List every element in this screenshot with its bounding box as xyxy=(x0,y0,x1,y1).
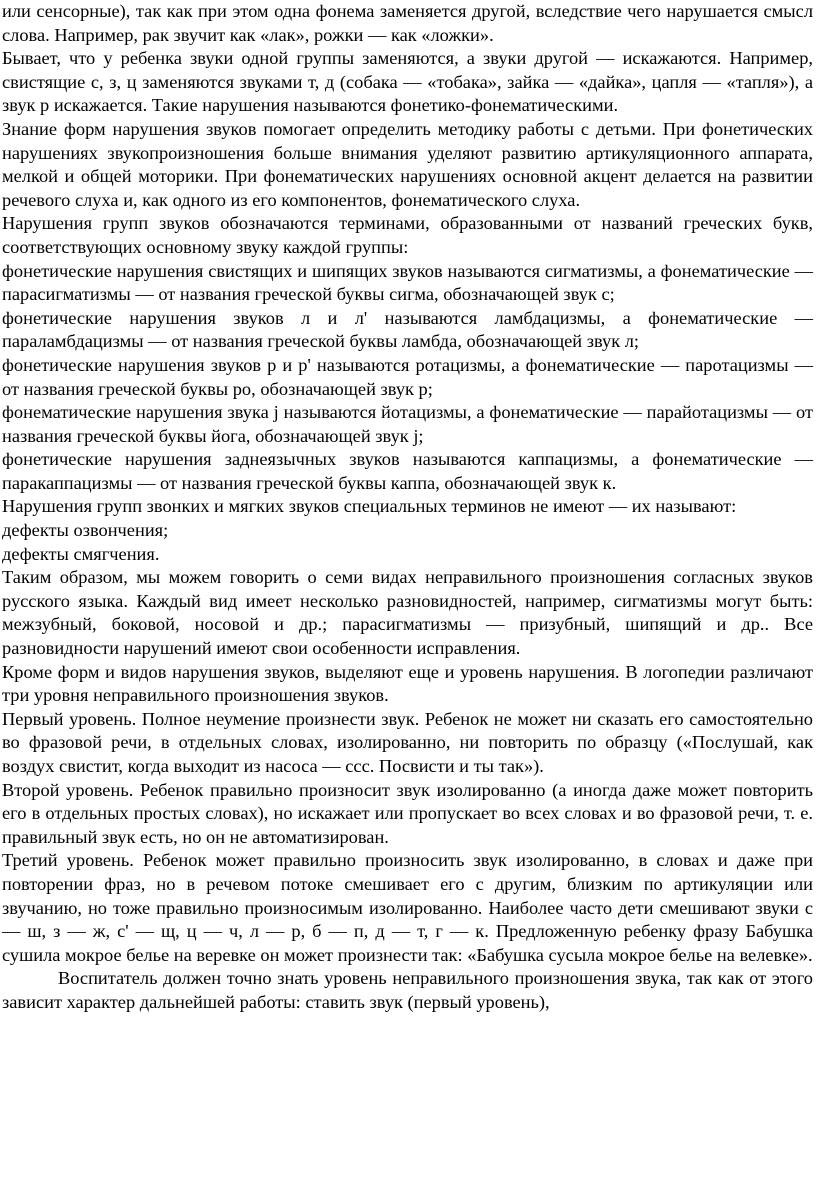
paragraph-intro-continuation: или сенсорные), так как при этом одна фонема заменяется другой, вследствие чего нарушается смысл слова. Например, рак звучит как «лак», рожки — как «ложки». xyxy=(2,1,813,45)
list-item-lambdacism: фонетические нарушения звуков л и л' называются ламбдацизмы, а фонематические — параламбдацизмы — от названия греческой буквы ламбда, обозначающей звук л; xyxy=(2,307,813,352)
paragraph-phonetic-phonematic: Бывает, что у ребенка звуки одной группы заменяются, а звуки другой — искажаются. Например, свистящие с, з, ц заменяются звуками т, д (собака — «тобака», зайка — «дайка», цапля — «тапля»), а звук р искажается. Такие нарушения называются фонетико-фонематическими. xyxy=(2,48,813,116)
paragraph-methodology: Знание форм нарушения звуков помогает определить методику работы с детьми. При фонетических нарушениях звукопроизношения больше внимания уделяют развитию артикуляционного аппарата, мелкой и общей моторики. При фонематических нарушениях основной акцент делается на развитии речевого слуха и, как одного из его компонентов, фонематического слуха. xyxy=(2,118,813,210)
list-item-voicing-defects: дефекты озвончения; xyxy=(2,520,169,541)
paragraph-level-three: Третий уровень. Ребенок может правильно произносить звук изолированно, в словах и даже при повторении фраз, но в речевом потоке смешивает его с другим, близким по артикуляции или звучанию, но тоже правильно произносимым изолированно. Наиболее часто дети смешивают звуки с — ш, з — ж, с' — щ, ц — ч, л — р, б — п, д — т, г — к. Предложенную ребенку фразу Бабушка сушила мокрое белье на веревке он может произнести так: «Бабушка сусыла мокрое белье на велевке». xyxy=(2,850,813,965)
paragraph-level-two: Второй уровень. Ребенок правильно произносит звук изолированно (а иногда даже может повторить его в отдельных простых словах), но искажает или пропускает во всех словах и во фразовой речи, т. е. правильный звук есть, но он не автоматизирован. xyxy=(2,779,813,847)
paragraph-voiced-soft: Нарушения групп звонких и мягких звуков специальных терминов не имеют — их называют: xyxy=(2,496,737,517)
paragraph-greek-terms: Нарушения групп звуков обозначаются терминами, образованными от названий греческих букв, соответствующих основному звуку каждой группы: xyxy=(2,213,813,257)
paragraph-levels-intro: Кроме форм и видов нарушения звуков, выделяют еще и уровень нарушения. В логопедии различают три уровня неправильного произношения звуков. xyxy=(2,661,813,706)
list-item-rhotacism: фонетические нарушения звуков р и р' называются ротацизмы, а фонематические — паротацизмы — от названия греческой буквы ро, обозначающей звук р; xyxy=(2,354,813,399)
list-item-sigmatism: фонетические нарушения свистящих и шипящих звуков называются сигматизмы, а фонематические — парасигматизмы — от названия греческой буквы сигма, обозначающей звук с; xyxy=(2,260,813,305)
paragraph-level-one: Первый уровень. Полное неумение произнести звук. Ребенок не может ни сказать его самостоятельно во фразовой речи, в отдельных словах, изолированно, ни повторить по образцу («Послушай, как воздух свистит, когда выходит из насоса — ссс. Посвисти и ты так»). xyxy=(2,708,813,776)
list-item-kappacism: фонетические нарушения заднеязычных звуков называются каппацизмы, а фонематические — паракаппацизмы — от названия греческой буквы каппа, обозначающей звук к. xyxy=(2,449,813,493)
list-item-softening-defects: дефекты смягчения. xyxy=(2,543,160,564)
paragraph-seven-types: Таким образом, мы можем говорить о семи видах неправильного произношения согласных звуков русского языка. Каждый вид имеет несколько разновидностей, например, сигматизмы могут быть: межзубный, боковой, носовой и др.; парасигматизмы — призубный, шипящий и др.. Все разновидности нарушений имеют свои особенности исправления. xyxy=(2,567,813,659)
list-item-iotacism: фонематические нарушения звука j называются йотацизмы, а фонематические — парайотацизмы — от названия греческой буквы йога, обозначающей звук j; xyxy=(2,402,813,446)
paragraph-educator: Воспитатель должен точно знать уровень неправильного произношения звука, так как от этого зависит характер дальнейшей работы: ставить звук (первый уровень), xyxy=(2,968,813,1012)
